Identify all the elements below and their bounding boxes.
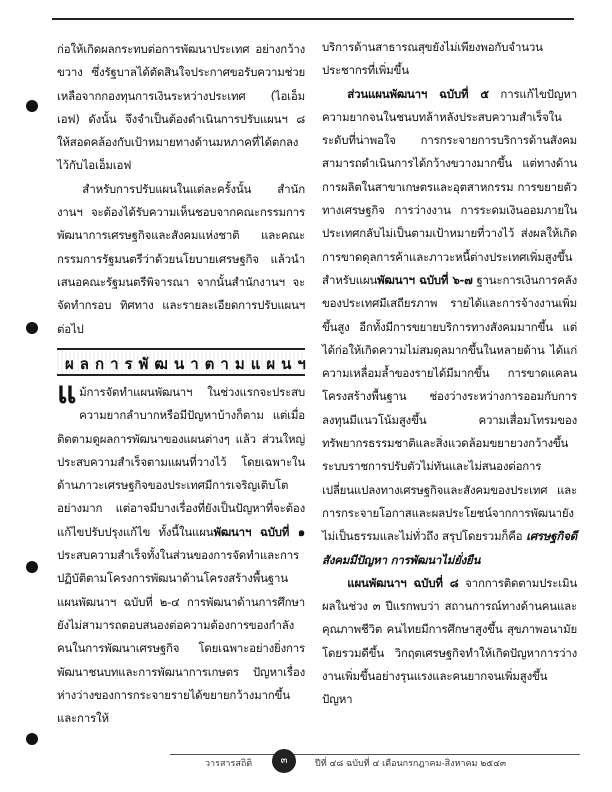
paragraph [57,376,305,730]
text-run: การแก้ไขปัญหาความยากจนในชนบทล้าหลังประสบความสำเร็จในระดับที่น่าพอใจ การกระจายการบริการด้านสังคมสามารถดำเนินการได้กว้างขวางมากขึ้น แต่ทางด้านการผลิตในสาขาเกษตรและอุตสาหกรรม การขยายตัวทางเศรษฐกิจ การว่างงาน การระดมเงินออมภายในประเทศกลับไม่เป็นตามเป้าหมายที่วางไว้ ส่งผลให้เกิดการขาดดุลการค้าและภาวะหนี้ต่างประเทศเพิ่มสูงขึ้น สำหรับแผน [322,86,577,287]
right-column [322,36,577,712]
section-heading: ผลการพัฒนาตามแผนฯ [65,355,312,373]
bold-italic-run: เศรษฐกิจดี สังคมมีปัญหา การพัฒนาไม่ยั่งยืน [322,529,577,567]
page-number: ๓ [272,749,296,773]
paragraph [322,572,577,712]
left-column-top [57,38,305,341]
bold-run: พัฒนาฯ ฉบับที่ ๑ [213,524,305,539]
top-rule [52,18,574,20]
margin-bullet [26,100,38,112]
left-column-bottom [57,376,305,730]
text-run: ฐานะการเงินการคลังของประเทศมีเสถียรภาพ รายได้และการจ้างงานเพิ่มขึ้นสูง อีกทั้งมีการขยายบริการทางสังคมมากขึ้น แต่ได้ก่อให้เกิดความไม่สมดุลมากขึ้นในหลายด้าน ได้แก่ ความเหลื่อมล้ำของรายได้มีมากขึ้น การขาดแคลนโครงสร้างพื้นฐาน ช่องว่างระหว่างการออมกับการลงทุนมีแนวโน้มสูงขึ้น ความเสื่อมโทรมของทรัพยากรธรรมชาติและสิ่งแวดล้อมขยายวงกว้างขึ้น ระบบราชการปรับตัวไม่ทันและไม่สนองต่อการเปลี่ยนแปลงทางเศรษฐกิจและสังคมของประเทศ และการกระจายโอกาสและผลประโยชน์จากการพัฒนายังไม่เป็นธรรมและไม่ทั่วถึง สรุปโดยรวมก็คือ [322,272,577,544]
margin-bullet [26,561,38,573]
paragraph [322,83,577,572]
section-heading-box [57,348,312,376]
margin-bullet [26,322,38,334]
paragraph: สำหรับการปรับแผนในแต่ละครั้งนั้น สำนักงานฯ จะต้องได้รับความเห็นชอบจากคณะกรรมการพัฒนาการเศรษฐกิจและสังคมแห่งชาติ และคณะกรรมการรัฐมนตรีว่าด้วยนโยบายเศรษฐกิจ แล้วนำเสนอคณะรัฐมนตรีพิจารณา จากนั้นสำนักงานฯ จะจัดทำกรอบ ทิศทาง และรายละเอียดการปรับแผนฯ ต่อไป [57,181,305,336]
drop-cap: แ [57,376,77,411]
bold-run: แผนพัฒนาฯ ฉบับที่ ๘ [347,575,459,590]
paragraph: ก่อให้เกิดผลกระทบต่อการพัฒนาประเทศ อย่างกว้างขวาง ซึ่งรัฐบาลได้ตัดสินใจประกาศขอรับความช่วยเหลือจากกองทุนการเงินระหว่างประเทศ (ไอเอ็มเอฟ) ดังนั้น จึงจำเป็นต้องดำเนินการปรับแผนฯ ๘ ให้สอดคล้องกับเป้าหมายทางด้านมหภาคที่ได้ตกลงไว้กับไอเอ็มเอฟ [57,42,305,173]
footer-rule [170,754,580,755]
text-run: จากการติดตามประเมินผลในช่วง ๓ ปีแรกพบว่า สถานการณ์ทางด้านคนและคุณภาพชีวิต คนไทยมีการศึกษาสูงขึ้น สุขภาพอนามัยโดยรวมดีขึ้น วิกฤตเศรษฐกิจทำให้เกิดปัญหาการว่างงานเพิ่มขึ้นอย่างรุนแรงและคนยากจนเพิ่มสูงขึ้น ปัญหา [322,575,578,707]
footer-journal-name: วารสารสถิติ [205,759,253,769]
paragraph: บริการด้านสาธารณสุขยังไม่เพียงพอกับจำนวนประชากรที่เพิ่มขึ้น [322,40,543,78]
text-run: ม้การจัดทำแผนพัฒนาฯ ในช่วงแรกจะประสบความยากลำบากหรือมีปัญหาบ้างก็ตาม แต่เมื่อติดตามดูผลการพัฒนาของแผนต่างๆ แล้ว ส่วนใหญ่ประสบความสำเร็จตามแผนที่วางไว้ โดยเฉพาะในด้านภาวะเศรษฐกิจของประเทศมีการเจริญเติบโตอย่างมาก แต่อาจมีบางเรื่องที่ยังเป็นปัญหาที่จะต้องแก้ไขปรับปรุงแก้ไข ทั้งนี้ในแผน [57,385,305,539]
text-run: ประสบความสำเร็จทั้งในส่วนของการจัดทำและการปฏิบัติตามโครงการพัฒนาด้านโครงสร้างพื้นฐาน แผนพัฒนาฯ ฉบับที่ ๒-๔ การพัฒนาด้านการศึกษายังไม่สามารถตอบสนองต่อความต้องการของกำลังคนในการพัฒนาเศรษฐกิจ โดยเฉพาะอย่างยิ่งการพัฒนาชนบทและการพัฒนาการเกษตร ปัญหาเรื่องห่างว่างของการกระจายรายได้ขยายกว้างมากขึ้น และการให้ [57,548,305,726]
margin-bullet [26,733,38,745]
bold-run: ส่วนแผนพัฒนาฯ ฉบับที่ ๕ [347,86,489,101]
footer-issue: ปีที่ ๔๘ ฉบับที่ ๔ เดือนกรกฎาคม-สิงหาคม ๒๕๔๓ [315,759,507,769]
bold-run: พัฒนาฯ ฉบับที่ ๖-๗ [377,272,473,287]
